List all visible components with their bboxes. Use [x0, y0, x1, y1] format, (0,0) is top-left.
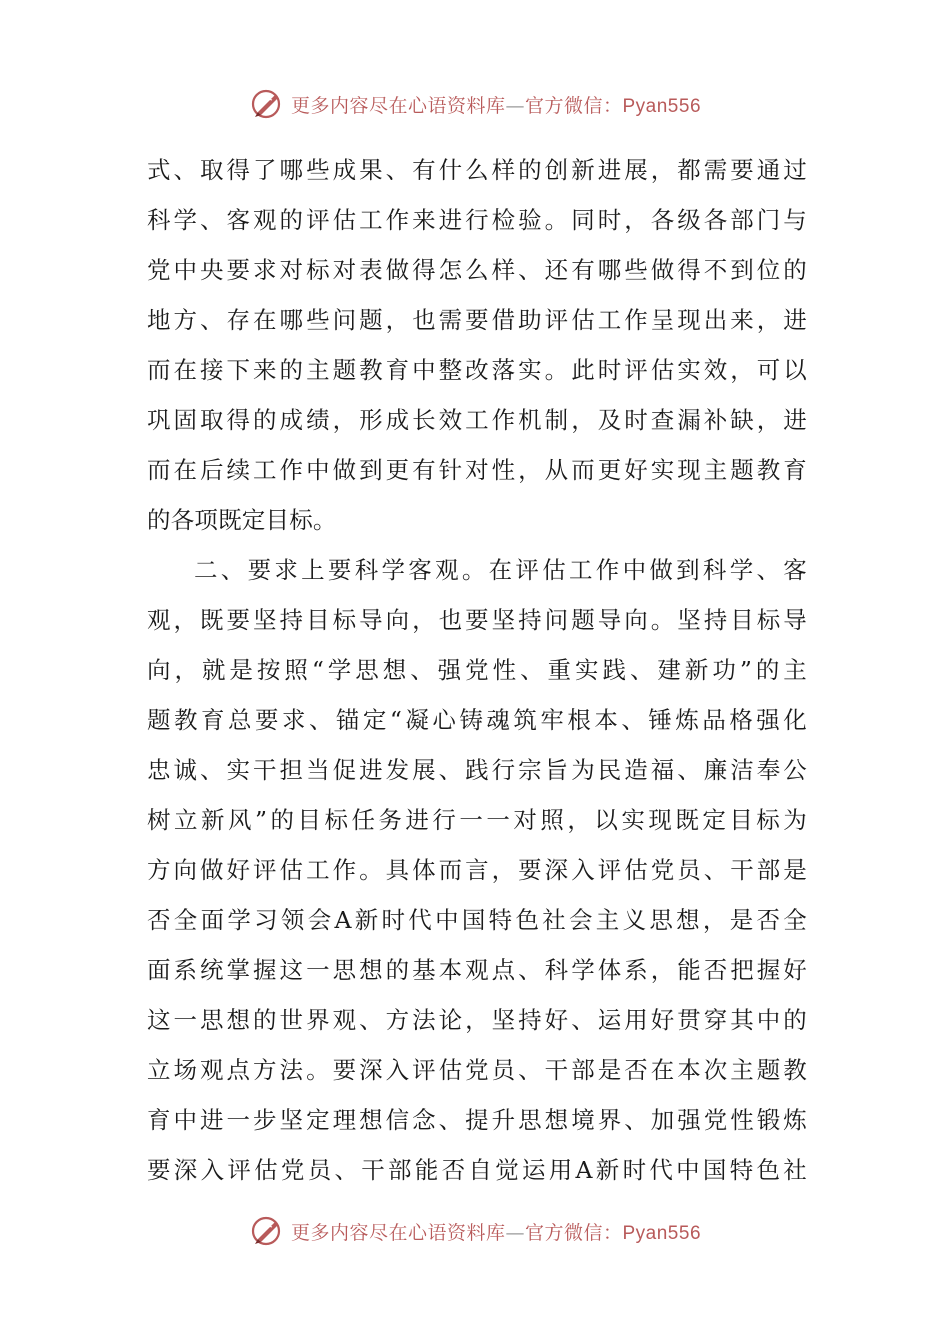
- text-line: 忠诚、实干担当促进发展、践行宗旨为民造福、廉洁奉公: [147, 756, 807, 784]
- text-line: 地方、存在哪些问题，也需要借助评估工作呈现出来，进: [147, 306, 807, 334]
- watermark-label: 更多内容尽在心语资料库: [290, 94, 506, 117]
- pen-logo-icon: [249, 86, 285, 122]
- document-body: [147, 145, 807, 1195]
- watermark-wechat: 官方微信：: [524, 1221, 623, 1244]
- text-line: 而在接下来的主题教育中整改落实。此时评估实效，可以: [147, 356, 807, 384]
- text-line: 树立新风”的目标任务进行一一对照，以实现既定目标为: [147, 806, 807, 834]
- text-line: 方向做好评估工作。具体而言，要深入评估党员、干部是: [147, 856, 807, 884]
- watermark-label: 更多内容尽在心语资料库: [290, 1221, 506, 1244]
- text-line: 这一思想的世界观、方法论，坚持好、运用好贯穿其中的: [147, 1006, 807, 1034]
- watermark-account: Pyan556: [622, 1222, 702, 1244]
- text-line: 要深入评估党员、干部能否自觉运用A新时代中国特色社: [147, 1156, 807, 1184]
- watermark-separator: —: [505, 1221, 525, 1244]
- watermark-text: [291, 1218, 701, 1245]
- text-line: 观，既要坚持目标导向，也要坚持问题导向。坚持目标导: [147, 606, 807, 634]
- text-line: 立场观点方法。要深入评估党员、干部是否在本次主题教: [147, 1056, 807, 1084]
- watermark-account: Pyan556: [622, 95, 702, 117]
- section-heading-line: 二、要求上要科学客观。在评估工作中做到科学、客: [194, 556, 807, 584]
- watermark-footer: [0, 1211, 950, 1251]
- text-line: 否全面学习领会A新时代中国特色社会主义思想，是否全: [147, 906, 807, 934]
- text-line: 科学、客观的评估工作来进行检验。同时，各级各部门与: [147, 206, 807, 234]
- text-line: 巩固取得的成绩，形成长效工作机制，及时查漏补缺，进: [147, 406, 807, 434]
- text-line: 面系统掌握这一思想的基本观点、科学体系，能否把握好: [147, 956, 807, 984]
- watermark-header: [0, 84, 950, 124]
- watermark-separator: —: [505, 94, 525, 117]
- watermark-text: [291, 91, 701, 118]
- text-line: 党中央要求对标对表做得怎么样、还有哪些做得不到位的: [147, 256, 807, 284]
- text-line: 题教育总要求、锚定“凝心铸魂筑牢根本、锤炼品格强化: [147, 706, 807, 734]
- pen-logo-icon: [249, 1213, 285, 1249]
- watermark-wechat: 官方微信：: [524, 94, 623, 117]
- text-line: 而在后续工作中做到更有针对性，从而更好实现主题教育: [147, 456, 807, 484]
- text-line: 向，就是按照“学思想、强党性、重实践、建新功”的主: [147, 656, 807, 684]
- text-line: 育中进一步坚定理想信念、提升思想境界、加强党性锻炼: [147, 1106, 807, 1134]
- text-line: 的各项既定目标。: [147, 506, 337, 534]
- text-line: 式、取得了哪些成果、有什么样的创新进展，都需要通过: [147, 156, 807, 184]
